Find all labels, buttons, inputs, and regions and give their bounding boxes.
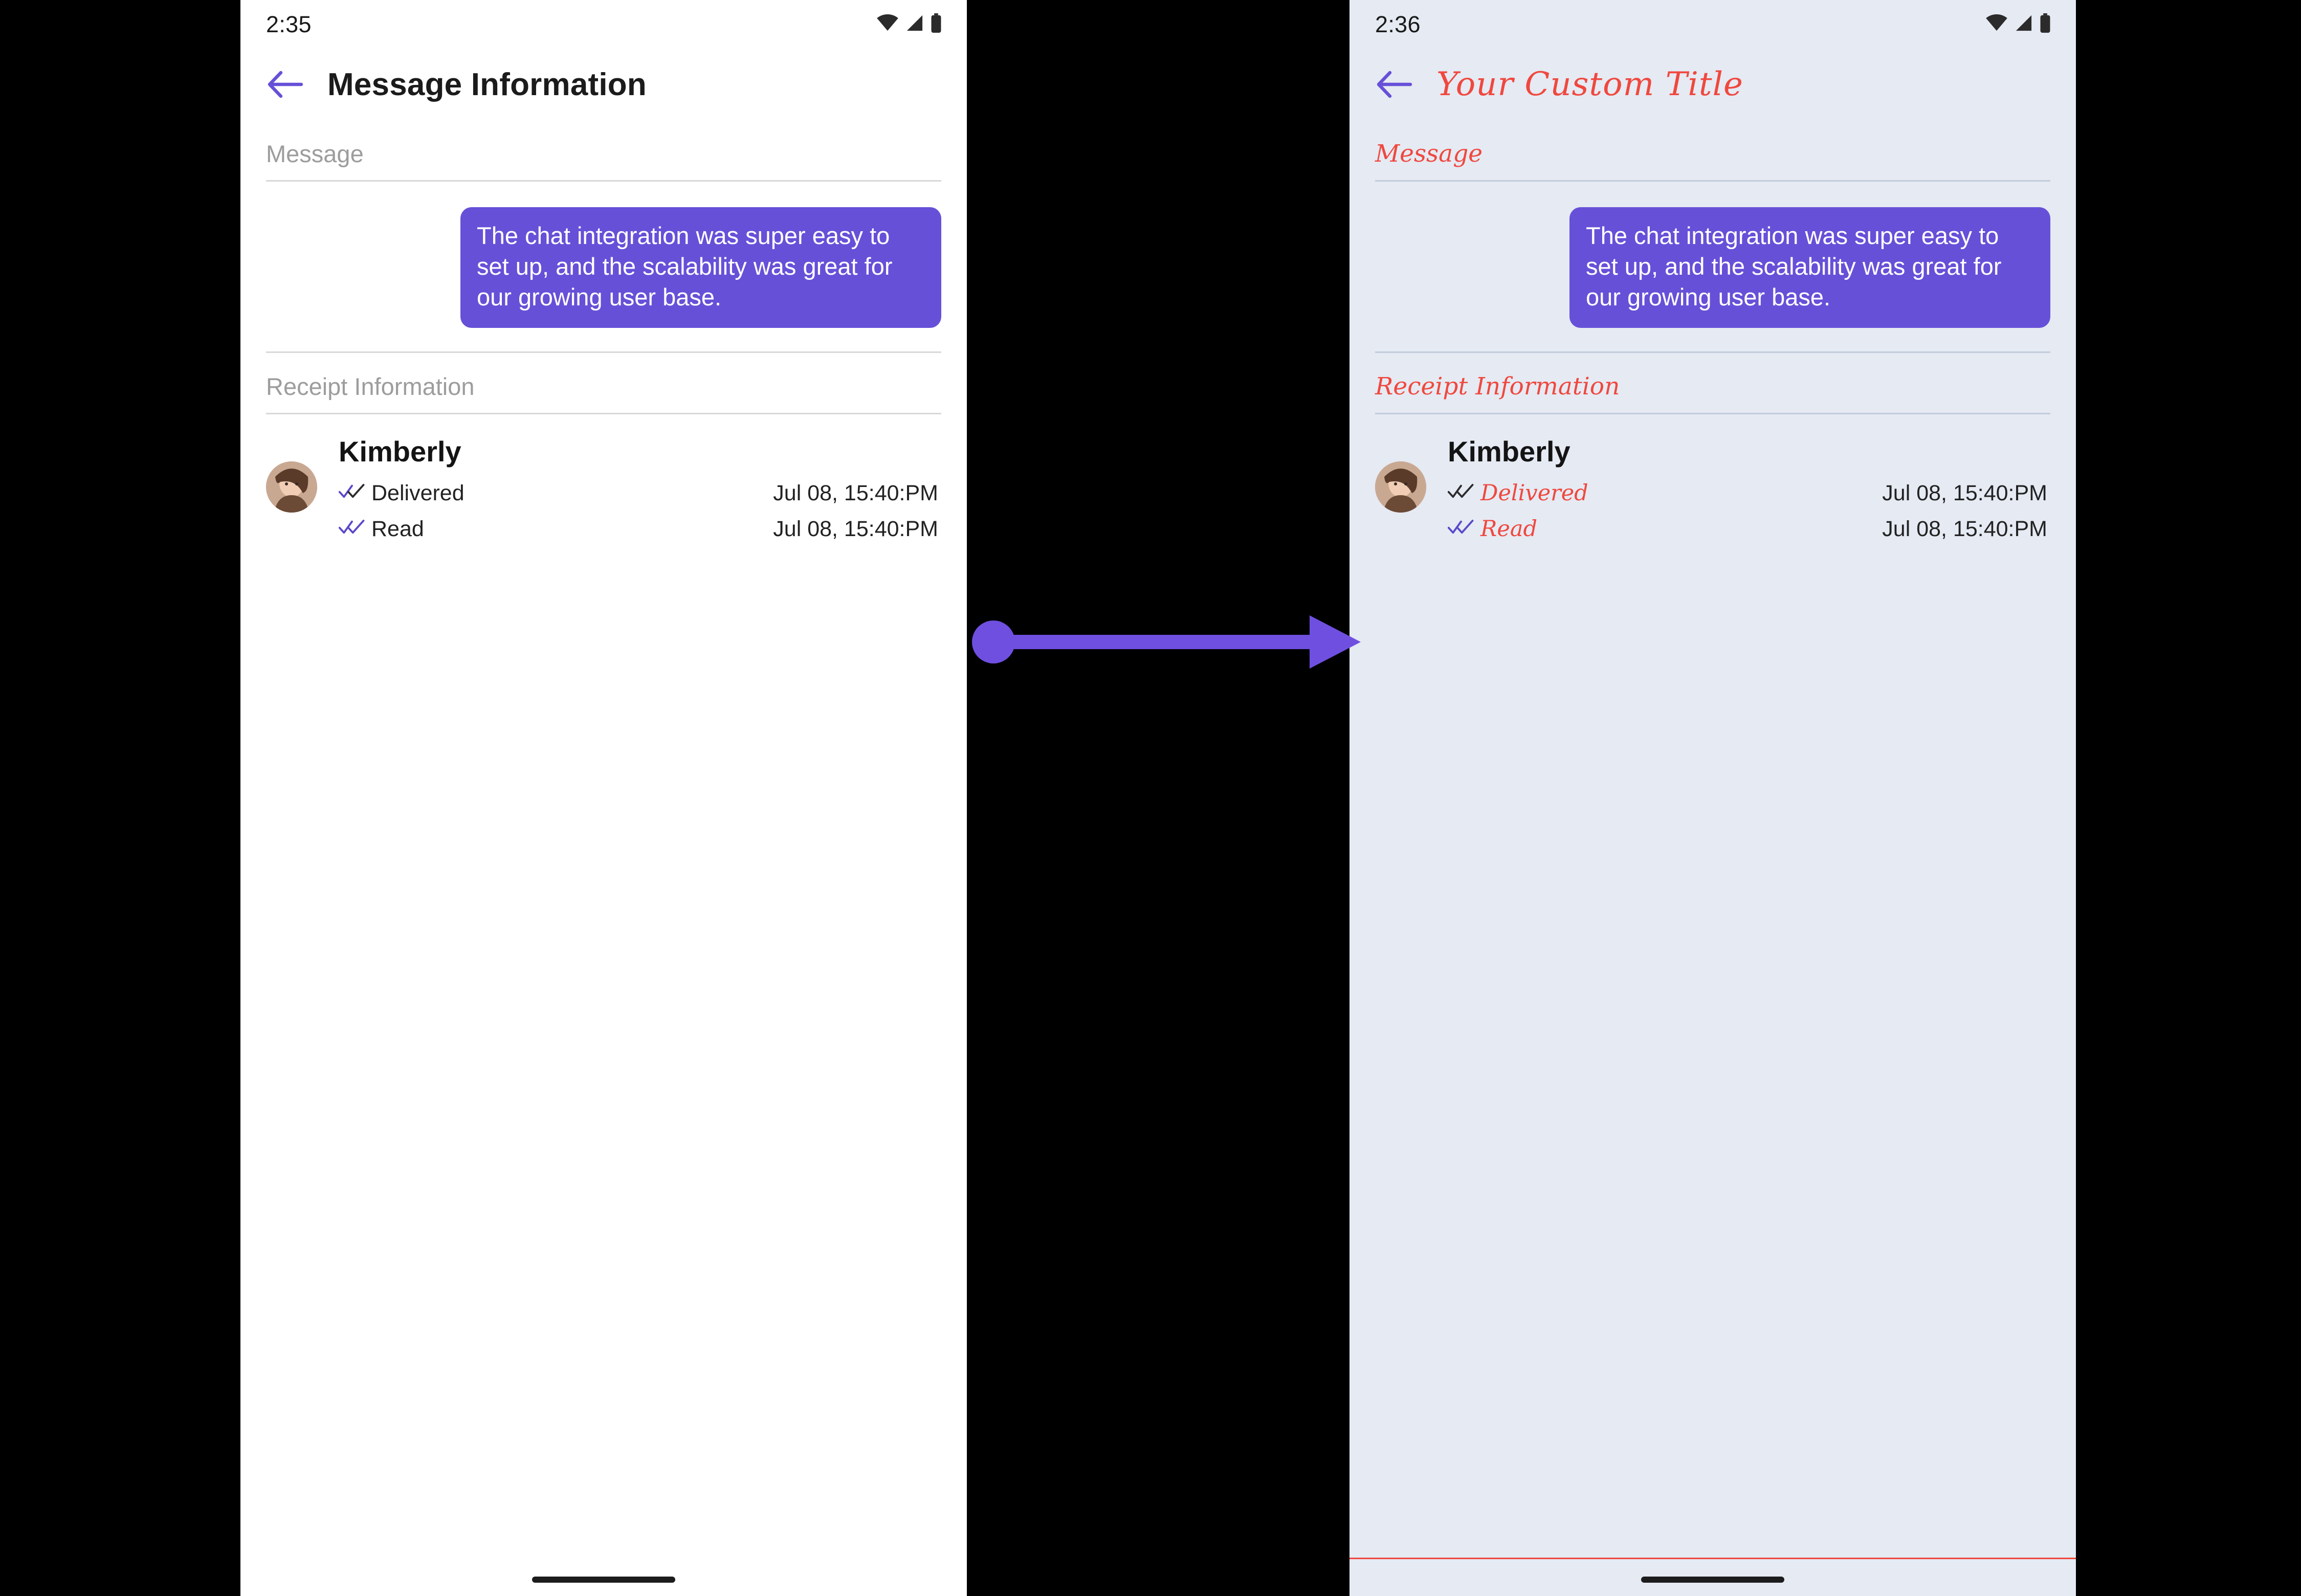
status-time: 2:36 <box>1375 11 1421 37</box>
avatar <box>266 461 317 513</box>
receipt-status-time: Jul 08, 15:40:PM <box>773 480 938 505</box>
receipt-contact-name: Kimberly <box>339 435 461 468</box>
receipt-status-time: Jul 08, 15:40:PM <box>1882 480 2047 505</box>
receipt-status-time: Jul 08, 15:40:PM <box>773 516 938 541</box>
status-icons <box>1985 13 2051 35</box>
home-indicator <box>1641 1577 1784 1583</box>
receipt-details <box>1448 435 2050 547</box>
receipt-status-row-delivered <box>339 475 941 511</box>
wifi-icon <box>876 14 899 34</box>
message-bubble-row <box>266 182 941 351</box>
receipt-status-label: Delivered <box>1480 480 1588 506</box>
double-check-icon <box>1448 518 1475 541</box>
phone-screen-default <box>240 0 967 1596</box>
double-check-icon <box>339 518 366 541</box>
message-section <box>1375 120 2050 353</box>
receipt-contact-name: Kimberly <box>1448 435 1570 468</box>
receipt-status-row-delivered <box>1448 475 2050 511</box>
receipt-status-time: Jul 08, 15:40:PM <box>1882 516 2047 541</box>
signal-icon <box>904 14 925 34</box>
phone-screen-customized <box>1349 0 2076 1596</box>
avatar <box>1375 461 1426 513</box>
receipt-row <box>266 414 941 547</box>
message-bubble-row <box>1375 182 2050 351</box>
page-title: Message Information <box>327 66 647 102</box>
transition-arrow <box>972 601 1361 683</box>
receipt-details <box>339 435 941 547</box>
wifi-icon <box>1985 14 2008 34</box>
app-bar <box>1349 49 2076 120</box>
receipt-section <box>266 353 941 414</box>
message-section-label: Message <box>1375 140 1483 168</box>
back-arrow-icon[interactable] <box>1373 63 1415 105</box>
receipt-section-label: Receipt Information <box>1375 372 1620 401</box>
status-icons <box>876 13 942 35</box>
receipt-status-row-read <box>1448 511 2050 547</box>
message-section <box>266 120 941 353</box>
battery-icon <box>2039 13 2051 35</box>
battery-icon <box>930 13 942 35</box>
app-bar <box>240 49 967 120</box>
signal-icon <box>2014 14 2034 34</box>
receipt-status-label: Read <box>1480 516 1537 542</box>
status-bar <box>1349 0 2076 49</box>
receipt-section-label: Receipt Information <box>266 373 475 401</box>
status-bar <box>240 0 967 49</box>
double-check-icon <box>339 482 366 505</box>
message-section-label: Message <box>266 140 364 167</box>
back-arrow-icon[interactable] <box>264 63 306 105</box>
receipt-status-row-read <box>339 511 941 547</box>
status-time: 2:35 <box>266 11 312 37</box>
message-bubble[interactable]: The chat integration was super easy to set up, and the scalability was great for our growing user base. <box>460 207 941 328</box>
page-title: Your Custom Title <box>1436 65 1743 103</box>
receipt-status-label: Delivered <box>371 480 464 505</box>
bottom-accent-line <box>1349 1558 2076 1559</box>
receipt-status-label: Read <box>371 516 424 541</box>
receipt-section <box>1375 353 2050 414</box>
double-check-icon <box>1448 482 1475 505</box>
receipt-row <box>1375 414 2050 547</box>
home-indicator <box>532 1577 675 1583</box>
message-bubble[interactable]: The chat integration was super easy to set up, and the scalability was great for our growing user base. <box>1569 207 2050 328</box>
